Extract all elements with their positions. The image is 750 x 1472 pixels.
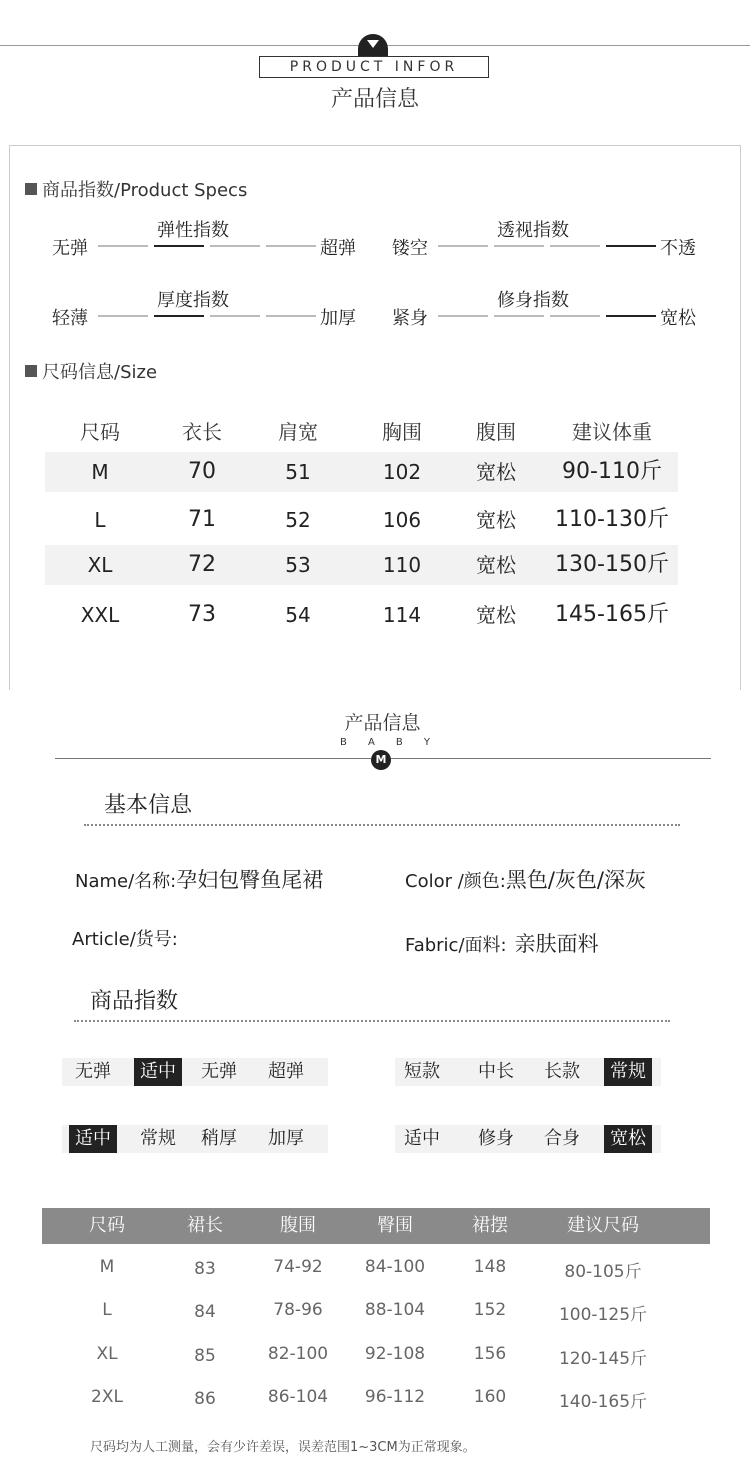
scale-high-label: 超弹: [320, 238, 356, 259]
square-bullet-icon: [25, 365, 37, 377]
index-scale: [98, 315, 316, 317]
scale-segment: [550, 245, 600, 247]
table-cell: 110: [382, 553, 422, 577]
scale-segment: [98, 315, 148, 317]
section2-divider-left: [55, 758, 371, 759]
table-cell: 52: [285, 508, 311, 532]
index-divider: [74, 1020, 670, 1022]
size2-header-cell: 裙摆: [472, 1215, 508, 1236]
index-chip-selected: 适中: [69, 1125, 117, 1153]
color-field: Color /颜色:黑色/灰色/深灰: [405, 868, 647, 892]
table-cell: 宽松: [476, 553, 516, 577]
index-scale: [98, 245, 316, 247]
size2-header-cell: 建议尺码: [567, 1215, 639, 1236]
scale-low-label: 镂空: [392, 238, 428, 259]
table-cell: 宽松: [476, 460, 516, 484]
table-cell: 2XL: [91, 1387, 123, 1407]
table-cell: 120-145斤: [558, 1349, 648, 1369]
index-chip-group: [62, 1125, 328, 1153]
index-chip: 修身: [478, 1128, 514, 1149]
table-cell: L: [94, 508, 106, 532]
table-cell: 130-150斤: [555, 552, 669, 577]
scale-segment: [210, 315, 260, 317]
table-cell: 85: [194, 1346, 216, 1366]
index-chip: 常规: [140, 1128, 176, 1149]
table-cell: 90-110斤: [562, 459, 662, 484]
table-row: [45, 595, 678, 635]
square-bullet-icon: [25, 183, 37, 195]
scale-name-label: 厚度指数: [157, 290, 229, 311]
index-chip: 稍厚: [201, 1128, 237, 1149]
table-cell: M: [99, 1257, 115, 1277]
table-cell: XL: [87, 553, 113, 577]
table-cell: 100-125斤: [558, 1305, 648, 1325]
index-scale: [438, 315, 656, 317]
scale-segment: [210, 245, 260, 247]
index-scale: [438, 245, 656, 247]
table-cell: 152: [473, 1300, 507, 1320]
table-cell: XXL: [80, 603, 120, 627]
table-cell: 160: [473, 1387, 507, 1407]
header-cn-title: 产品信息: [330, 87, 419, 112]
scale-segment: [550, 315, 600, 317]
index-chip-selected: 宽松: [604, 1125, 652, 1153]
index-chip: 无弹: [201, 1061, 237, 1082]
scale-high-label: 不透: [660, 238, 696, 259]
index-chip: 超弹: [268, 1061, 304, 1082]
table-cell: 84: [194, 1302, 216, 1322]
table-cell: 86-104: [267, 1387, 329, 1407]
specs-frame: [9, 145, 741, 745]
table-cell: 110-130斤: [555, 507, 669, 532]
scale-name-label: 透视指数: [497, 220, 569, 241]
chevron-down-icon: [367, 40, 379, 48]
table-cell: 102: [382, 460, 422, 484]
table-cell: 83: [194, 1259, 216, 1279]
size-header-cell: 胸围: [382, 420, 422, 444]
scale-marker-active: [154, 245, 204, 247]
table-row: [45, 545, 678, 585]
table-cell: M: [91, 460, 109, 484]
index-chip: 中长: [478, 1061, 514, 1082]
table-row: [45, 500, 678, 540]
table-cell: XL: [96, 1344, 118, 1364]
index-chip: 无弹: [75, 1061, 111, 1082]
size-header-cell: 衣长: [182, 420, 222, 444]
size-section-title: 尺码信息/Size: [25, 358, 157, 384]
name-field: Name/名称:孕妇包臀鱼尾裙: [75, 868, 324, 892]
index-chip-group: [62, 1058, 328, 1086]
section2-divider-right: [391, 758, 711, 759]
index-chip: 加厚: [268, 1128, 304, 1149]
table-cell: 92-108: [364, 1344, 426, 1364]
article-field: Article/货号:: [72, 929, 178, 950]
scale-segment: [494, 245, 544, 247]
table-cell: 148: [473, 1257, 507, 1277]
table-cell: 114: [382, 603, 422, 627]
scale-name-label: 修身指数: [497, 290, 569, 311]
table-cell: 70: [188, 459, 216, 484]
scale-low-label: 无弹: [52, 238, 88, 259]
basic-info-divider: [84, 824, 680, 826]
index-chip-selected: 常规: [604, 1058, 652, 1086]
table-cell: 71: [188, 507, 216, 532]
index-chip: 长款: [544, 1061, 580, 1082]
table-cell: 145-165斤: [555, 602, 669, 627]
scale-marker-active: [606, 245, 656, 247]
header-en-title: PRODUCT INFOR: [259, 56, 489, 78]
size2-header-cell: 裙长: [187, 1215, 223, 1236]
size-header-cell: 腹围: [476, 420, 516, 444]
size2-header-cell: 腹围: [280, 1215, 316, 1236]
table-cell: 78-96: [273, 1300, 323, 1320]
table-cell: 宽松: [476, 508, 516, 532]
size-header-cell: 建议体重: [572, 420, 652, 444]
index-chip: 短款: [404, 1061, 440, 1082]
table-cell: L: [102, 1300, 112, 1320]
table-cell: 51: [285, 460, 311, 484]
table-cell: 53: [285, 553, 311, 577]
scale-segment: [438, 245, 488, 247]
index-chip-group: [395, 1125, 661, 1153]
fabric-field: Fabric/面料: 亲肤面料: [405, 932, 599, 956]
table-cell: 80-105斤: [564, 1262, 642, 1282]
size2-header-cell: 尺码: [89, 1215, 125, 1236]
section2-title: 产品信息: [344, 712, 421, 734]
table-cell: 宽松: [476, 603, 516, 627]
scale-high-label: 宽松: [660, 308, 696, 329]
scale-segment: [494, 315, 544, 317]
scale-segment: [438, 315, 488, 317]
table-cell: 156: [473, 1344, 507, 1364]
size-header-cell: 肩宽: [278, 420, 318, 444]
scale-segment: [266, 315, 316, 317]
size-header-cell: 尺码: [80, 420, 120, 444]
size2-header-cell: 臀围: [377, 1215, 413, 1236]
size-table2-header: [42, 1208, 710, 1244]
index-chip: 合身: [544, 1128, 580, 1149]
table-cell: 106: [382, 508, 422, 532]
scale-low-label: 紧身: [392, 308, 428, 329]
measurement-note: 尺码均为人工测量，会有少许差误，误差范围1~3CM为正常现象。: [90, 1440, 476, 1455]
index-chip-selected: 适中: [134, 1058, 182, 1086]
table-cell: 73: [188, 602, 216, 627]
table-cell: 54: [285, 603, 311, 627]
table-cell: 82-100: [267, 1344, 329, 1364]
table-cell: 72: [188, 552, 216, 577]
scale-high-label: 加厚: [320, 308, 356, 329]
scale-marker-active: [154, 315, 204, 317]
table-cell: 140-165斤: [558, 1392, 648, 1412]
m-badge-icon: M: [371, 750, 391, 770]
scale-segment: [266, 245, 316, 247]
table-cell: 84-100: [364, 1257, 426, 1277]
index-chip: 适中: [404, 1128, 440, 1149]
basic-info-title: 基本信息: [104, 793, 193, 818]
table-cell: 88-104: [364, 1300, 426, 1320]
table-cell: 96-112: [364, 1387, 426, 1407]
scale-segment: [98, 245, 148, 247]
scale-low-label: 轻薄: [52, 308, 88, 329]
index-chip-group: [395, 1058, 661, 1086]
table-cell: 74-92: [273, 1257, 323, 1277]
scale-marker-active: [606, 315, 656, 317]
table-row: [45, 452, 678, 492]
baby-letters: B A B Y: [340, 737, 430, 748]
index-title: 商品指数: [90, 989, 179, 1014]
scale-name-label: 弹性指数: [157, 220, 229, 241]
table-cell: 86: [194, 1389, 216, 1409]
specs-section-title: 商品指数/Product Specs: [25, 176, 247, 202]
